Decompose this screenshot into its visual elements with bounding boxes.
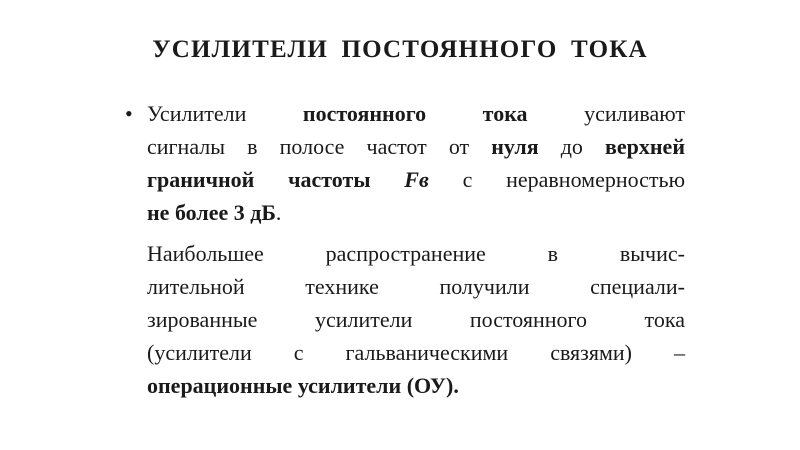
slide-body [125,97,686,402]
text-span: усиливают [527,101,686,126]
paragraph-2 [147,237,685,402]
bold-term: постоянного тока [302,101,528,126]
paragraph-1-line-1 [147,97,685,130]
paragraph-1-line-3 [147,163,685,196]
slide-title: УСИЛИТЕЛИ ПОСТОЯННОГО ТОКА [152,36,648,63]
bold-term: операционные усилители (ОУ). [147,373,459,398]
text-span: сигналы в полосе частот от [147,134,492,159]
text-span [371,167,405,192]
paragraph-2-line-3: зированные усилители постоянного тока [147,307,685,332]
bullet-paragraph-1 [125,97,686,229]
bold-term: нуля [491,134,539,159]
paragraph-2-line-4: (усилители с гальваническими связями) – [147,340,685,365]
bullet-icon: • [125,101,133,126]
paragraph-2-line-5 [147,369,685,402]
text-span: с неравномерностью [428,167,686,192]
paragraph-2-line-2: лительной технике получили специали- [147,274,685,299]
bold-term: не более 3 дБ [147,200,276,225]
text-span: до [538,134,605,159]
text-span: Усилители [147,101,303,126]
bold-term: граничной частоты [147,167,371,192]
paragraph-1-line-2 [147,130,685,163]
paragraph-1-line-4 [147,196,685,229]
bold-term: верхней [605,134,685,159]
bold-italic-term: Fв [404,167,429,192]
paragraph-2-line-1: Наибольшее распространение в вычис- [147,241,685,266]
text-span: . [275,200,282,225]
